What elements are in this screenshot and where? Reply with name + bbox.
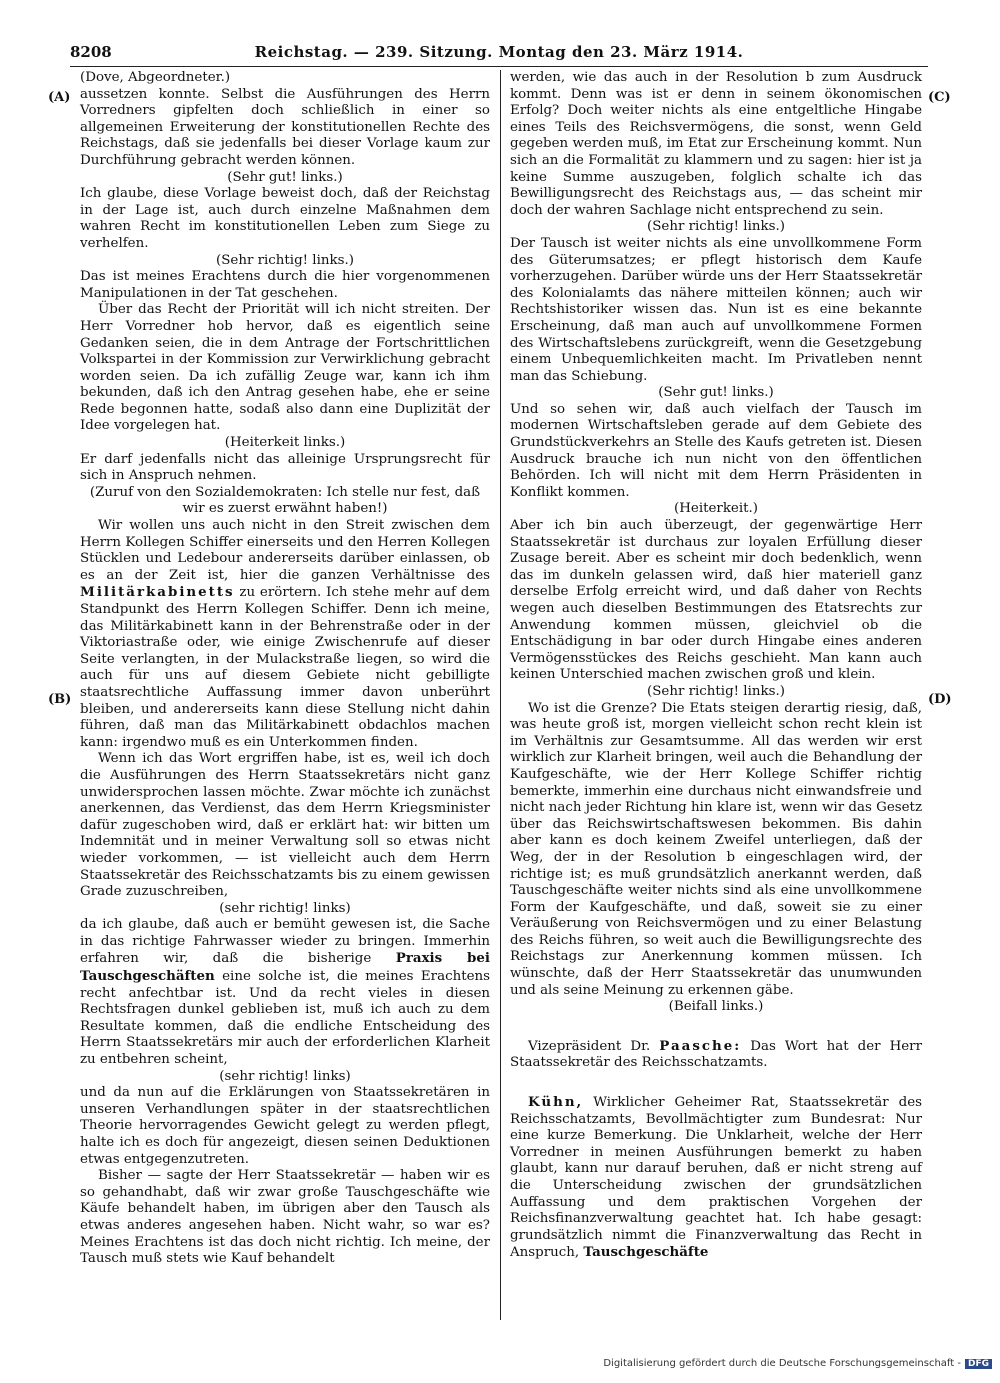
- speaker-name: Paasche:: [659, 1037, 742, 1054]
- column-divider: [500, 70, 501, 1320]
- speaker-title: Vizepräsident Dr.: [528, 1038, 651, 1054]
- paragraph: Wo ist die Grenze? Die Etats steigen derartig riesig, daß, was heute groß ist, morgen vielleicht schon recht klein ist im Verhältnis zur Gesamtsumme. All das werden wir erst wirklich zur Klarheit bringen, weil auch die Behandlung der Kaufgeschäfte, wie der Herr Kollege Schiffer richtig bemerkte, immerhin eine durchaus nicht einwandsfreie und nicht nach jeder Richtung hin klare ist, wenn wir das Gesetz über das Reichswirtschaftswesen bekommen. Bis dahin aber kann es doch keinem Zweifel unterliegen, daß der Weg, der in der Resolution b eingeschlagen wird, der richtige ist; es muß grundsätzlich anerkannt werden, daß Tauschgeschäfte weiter nichts sind als eine unvollkommene Form der Kaufgeschäfte, und daß, soweit sie zu einer Veräußerung von Reichsvermögen und zu einer Belastung des Reichs führen, so weit auch die Bewilligungsrechte des Reichstags zur Anerkennung kommen müssen. Ich wünschte, daß der Herr Staatssekretär das unumwunden und als seine Meinung zu erkennen gäbe.: [510, 700, 922, 998]
- paragraph-text: Das Wort hat der Herr Staatssekretär des Reichsschatzamts.: [510, 1038, 922, 1071]
- paragraph: Der Tausch ist weiter nichts als eine unvollkommene Form des Güterumsatzes; er pflegt historisch dem Kaufe vorherzugehen. Darüber würde uns der Herr Staatssekretär des Kolonialamts das nähere mitteilen können; auch wir Rechtshistoriker wissen das. Nun ist es eine bekannte Erscheinung, daß man auch auf unvollkommene Formen des Wirtschaftslebens zurückgreift, wenn die Gesetzgebung einem Unbequemlichkeiten macht. Im Privatleben nennt man das Schiebung.: [510, 235, 922, 384]
- speaker-kuehn: [510, 1094, 922, 1262]
- reaction: (Beifall links.): [668, 999, 764, 1015]
- paragraph: Über das Recht der Priorität will ich nicht streiten. Der Herr Vorredner hob hervor, daß es eigentlich seine Gedanken seien, die in dem Antrage der Fortschrittlichen Volkspartei in der Kommission zur Verwirklichung gebracht worden seien. Da ich zufällig Zeuge war, kann ich ihm bekunden, daß ich den Antrag gesehen habe, ehe er seine Rede begonnen hatte, sodaß also dann eine Duplizität der Idee vorgelegen hat.: [80, 302, 490, 434]
- paragraph: Ich glaube, diese Vorlage beweist doch, daß der Reichstag in der Lage ist, auch durch einzelne Maßnahmen dem wahren Recht im konstitutionellen Leben zum Siege zu verhelfen.: [80, 186, 490, 251]
- right-column: [510, 70, 922, 1262]
- page-number: 8208: [70, 43, 112, 61]
- margin-marker-d: (D): [928, 692, 952, 707]
- section-spacer: [510, 1016, 922, 1038]
- margin-marker-a: (A): [48, 90, 71, 105]
- footer-text: Digitalisierung gefördert durch die Deutsche Forschungsgemeinschaft -: [603, 1358, 961, 1369]
- speaker-vizepraesident: [510, 1038, 922, 1072]
- reaction: (sehr richtig! links): [219, 900, 351, 916]
- reaction: (Sehr gut! links.): [227, 169, 343, 185]
- header-rule: [70, 66, 928, 67]
- paragraph: aussetzen konnte. Selbst die Ausführungen des Herrn Vorredners gipfelten doch schließlich in einer so allgemeinen Erweiterung der konstitutionellen Rechte des Reichstags, daß sie jedenfalls bei dieser Vorlage kaum zur Durchführung gebracht werden können.: [80, 86, 490, 168]
- reaction: (Sehr richtig! links.): [647, 219, 785, 235]
- margin-marker-c: (C): [928, 90, 951, 105]
- reaction: (sehr richtig! links): [219, 1068, 351, 1084]
- paragraph: werden, wie das auch in der Resolution b zum Ausdruck kommt. Denn was ist er denn in seinem ökonomischen Erfolg? Doch weiter nichts als eine entgeltliche Hingabe eines Teils des Reichsvermögens, die sonst, wenn Geld gegeben werden muß, im Etat zur Erscheinung kommt. Nun sich an die Formalität zu klammern und zu sagen: hier ist ja keine Summe auszugeben, folglich schalte ich das Bewilligungsrecht des Reichstags aus, — das scheint mir doch der wahren Sachlage nicht entsprechend zu sein.: [510, 70, 922, 218]
- margin-marker-b: (B): [48, 692, 72, 707]
- paragraph-text: Wirklicher Geheimer Rat, Staatssekretär des Reichsschatzamts, Bevollmächtigter zum Bundesrat: Nur eine kurze Bemerkung. Die Unklarheit, welche der Herr Vorredner in meinen Ausführungen bemerkt zu haben glaubt, kann nur darauf beruhen, daß er nicht streng auf die Unterscheidung zwischen der grundsätzlichen Auffassung und dem praktischen Vorgehen der Reichsfinanzverwaltung geachtet hat. Ich habe gesagt: grundsätzlich nimmt die Finanzverwaltung das Recht in Anspruch,: [510, 1095, 922, 1261]
- interjection: (Zuruf von den Sozialdemokraten: Ich stelle nur fest, daß wir es zuerst erwähnt haben!): [89, 484, 481, 517]
- speaker-name: Kühn,: [528, 1094, 584, 1111]
- paragraph: Er darf jedenfalls nicht das alleinige Ursprungsrecht für sich in Anspruch nehmen.: [80, 451, 490, 484]
- paragraph-text: zu erörtern. Ich stehe mehr auf dem Standpunkt des Herrn Kollegen Schiffer. Denn ich meine, das Militärkabinett kann in der Behrenstraße oder in der Viktoriastraße oder, wie einige Zwischenrufe auf dieser Seite verlangten, in der Mulackstraße liegen, so wird die auch für uns auf diesem Gebiete nicht gebilligte staatsrechtliche Auffassung immer davon unberührt bleiben, und andererseits kann diese Stellung nicht dahin führen, daß man das Militärkabinett obdachlos machen kann: irgendwo muß es ein Unterkommen finden.: [80, 585, 491, 750]
- paragraph: Aber ich bin auch überzeugt, der gegenwärtige Herr Staatssekretär ist durchaus zur loyalen Erfüllung dieser Zusage bereit. Aber es scheint mir doch bedenklich, wenn das im dunkeln gelassen wird, daß hier materiell ganz derselbe Erfolg erreicht wird, und daß daher von Rechts wegen auch dieselben Bestimmungen des Etatsrechts zur Anwendung kommen müssen, gleichviel ob die Entschädigung in bar oder durch Hingabe eines anderen Vermögensstückes des Reichs geschieht. Man kann auch keinen Unterschied machen zwischen groß und klein.: [510, 518, 922, 683]
- speaker-note: (Dove, Abgeordneter.): [80, 70, 231, 85]
- reaction: (Heiterkeit.): [674, 501, 758, 517]
- emphasis-militaerkabinett: Militärkabinetts: [80, 584, 235, 601]
- reaction: (Sehr richtig! links.): [647, 683, 785, 699]
- paragraph: Das ist meines Erachtens durch die hier vorgenommenen Manipulationen in der Tat geschehen.: [80, 269, 490, 301]
- paragraph-text: eine solche ist, die meines Erachtens recht anfechtbar ist. Und da recht vieles in diesen Rechtsfragen dunkel geblieben ist, muß ich auch zu dem Resultate kommen, daß die endliche Entscheidung des Herrn Staatssekretärs mir auch der erforderlichen Klarheit zu entbehren scheint,: [80, 969, 490, 1068]
- paragraph-militaerkabinett: [80, 518, 490, 751]
- paragraph: Wenn ich das Wort ergriffen habe, ist es, weil ich doch die Ausführungen des Herrn Staatssekretärs nicht ganz unwidersprochen lassen möchte. Zwar möchte ich zunächst anerkennen, das Verdienst, das dem Herrn Kriegsminister dafür zugeschoben wird, daß er erklärt hat: wir bitten um Indemnität und in meiner Verwaltung soll so etwas nicht wieder vorkommen, — ist vielleicht auch dem Herrn Staatssekretär des Reichsschatzamts bis zu einem gewissen Grade zuzuschreiben,: [80, 751, 490, 900]
- emphasis-tauschgeschaefte: Tauschgeschäfte: [583, 1244, 709, 1261]
- paragraph: Bisher — sagte der Herr Staatssekretär — haben wir es so gehandhabt, daß wir zwar große Tauschgeschäfte wie Käufe behandelt haben, im übrigen aber den Tausch als etwas anderes angesehen haben. Nicht wahr, so war es? Meines Erachtens ist das doch nicht richtig. Ich meine, der Tausch muß stets wie Kauf behandelt: [80, 1168, 490, 1267]
- emphasis-praxis: Praxis bei Tauschgeschäften: [80, 950, 490, 985]
- reaction: (Sehr gut! links.): [658, 385, 774, 401]
- page-title: Reichstag. — 239. Sitzung. Montag den 23. März 1914.: [254, 43, 744, 61]
- paragraph-praxis: [80, 917, 490, 1068]
- left-column: [80, 70, 490, 1268]
- reaction: (Sehr richtig! links.): [216, 252, 354, 268]
- paragraph-text: da ich glaube, daß auch er bemüht gewesen ist, die Sache in das richtige Fahrwasser wieder zu bringen. Immerhin erfahren wir, daß die bisherige: [80, 917, 490, 967]
- paragraph: und da nun auf die Erklärungen von Staatssekretären in unseren Verhandlungen später in der staatsrechtlichen Theorie hervorragendes Gewicht gelegt zu werden pflegt, halte ich es doch für angezeigt, diesen seinen Deduktionen etwas entgegenzutreten.: [80, 1085, 490, 1167]
- reaction: (Heiterkeit links.): [224, 435, 346, 451]
- page-header: [70, 40, 928, 64]
- paragraph-text: Wir wollen uns auch nicht in den Streit zwischen dem Herrn Kollegen Schiffer einerseits und den Herren Kollegen Stücklen und Ledebour andererseits darüber einlassen, ob es an der Zeit ist, hier die ganzen Verhältnisse des: [80, 518, 490, 583]
- dfg-logo: DFG: [965, 1359, 992, 1369]
- paragraph: Und so sehen wir, daß auch vielfach der Tausch im modernen Wirtschaftsleben gerade auf dem Gebiete des Grundstückverkehrs an Stelle des Kaufs getreten ist. Diesen Ausdruck brauche ich nun nicht von den öffentlichen Behörden. Ich will nicht mit dem Herrn Präsidenten in Konflikt kommen.: [510, 401, 922, 500]
- section-spacer: [510, 1072, 922, 1094]
- footer-credit: [600, 1358, 992, 1369]
